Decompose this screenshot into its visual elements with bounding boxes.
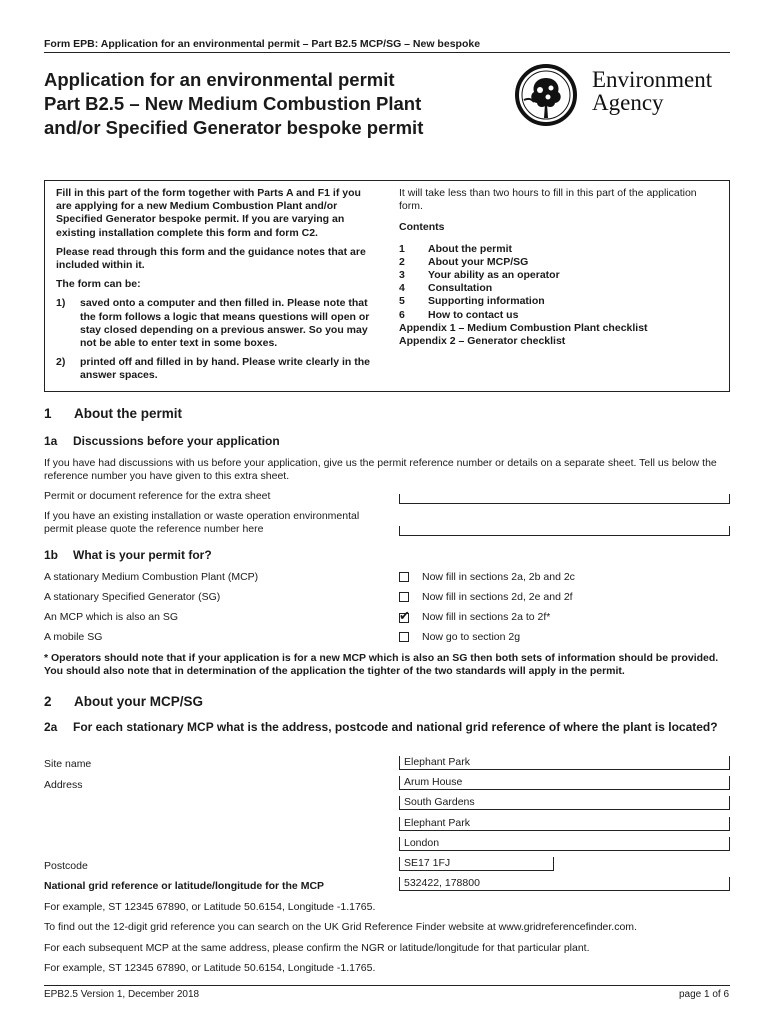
section-1a-heading: 1a Discussions before your application — [44, 434, 280, 448]
address-line-4-input[interactable]: London — [399, 837, 730, 851]
section-2a-heading: 2a For each stationary MCP what is the address, postcode and national grid reference of where the plant is located? — [44, 720, 718, 734]
address-label: Address — [44, 779, 83, 791]
contents-item[interactable]: 1 About the permit — [399, 242, 512, 255]
sg-checkbox[interactable] — [399, 592, 409, 602]
address-line-1-input[interactable]: Arum House — [399, 776, 730, 790]
intro-contents — [399, 187, 719, 348]
title-line-1: Application for an environmental permit — [44, 69, 395, 90]
page-title — [44, 68, 423, 140]
permit-option-action: Now fill in sections 2a, 2b and 2c — [422, 571, 575, 583]
title-line-3: and/or Specified Generator bespoke permit — [44, 117, 424, 138]
form-options-list — [56, 297, 374, 382]
running-header: Form EPB: Application for an environmental permit – Part B2.5 MCP/SG – New bespoke — [44, 38, 481, 50]
contents-item[interactable]: 2 About your MCP/SG — [399, 255, 529, 268]
permit-option-action: Now fill in sections 2a to 2f* — [422, 611, 551, 623]
site-name-label: Site name — [44, 758, 92, 770]
ngr-input[interactable]: 532422, 178800 — [399, 877, 730, 891]
intro-paragraph: Please read through this form and the guidance notes that are included within it. — [56, 245, 366, 272]
ngr-label: National grid reference or latitude/longitude for the MCP — [44, 880, 325, 892]
existing-permit-label: If you have an existing installation or waste operation environmental permit please quote the reference number here — [44, 510, 360, 536]
section-1a-description: If you have had discussions with us before your application, give us the permit reference number or details on a separate sheet. Tell us below the reference number you have given to this extra sheet. — [44, 457, 717, 483]
contents-item[interactable]: 6 How to contact us — [399, 308, 519, 321]
permit-option-label: A stationary Medium Combustion Plant (MCP) — [44, 571, 259, 583]
permit-option-label: A mobile SG — [44, 631, 103, 643]
permit-option-action: Now fill in sections 2d, 2e and 2f — [422, 591, 573, 603]
ngr-example: For example, ST 12345 67890, or Latitude 50.6154, Longitude -1.1765. — [44, 901, 376, 913]
mobile-sg-checkbox[interactable] — [399, 632, 409, 642]
section-1-heading: 1 About the permit — [44, 406, 182, 421]
contents-appendix-1[interactable]: Appendix 1 – Medium Combustion Plant checklist — [399, 321, 648, 334]
intro-instructions — [56, 187, 374, 389]
ref-label: Permit or document reference for the extra sheet — [44, 490, 271, 502]
mcp-checkbox[interactable] — [399, 572, 409, 582]
time-note: It will take less than two hours to fill in this part of the application form. — [399, 187, 697, 213]
contents-item[interactable]: 4 Consultation — [399, 282, 493, 295]
address-line-2-input[interactable]: South Gardens — [399, 796, 730, 810]
postcode-label: Postcode — [44, 860, 88, 872]
contents-item[interactable]: 5 Supporting information — [399, 295, 545, 308]
environment-agency-logo-icon — [506, 64, 586, 126]
address-line-3-input[interactable]: Elephant Park — [399, 817, 730, 831]
intro-paragraph: Fill in this part of the form together with Parts A and F1 if you are applying for a new Medium Combustion Plant and/or Specified Generator bespoke permit. If you are varying an existing installation complete this form and form C2. — [56, 187, 361, 239]
site-name-input[interactable]: Elephant Park — [399, 756, 730, 770]
mcp-sg-checkbox[interactable] — [399, 608, 410, 623]
permit-option-label: An MCP which is also an SG — [44, 611, 179, 623]
permit-option-action: Now go to section 2g — [422, 631, 521, 643]
postcode-input[interactable]: SE17 1FJ — [399, 857, 554, 871]
existing-permit-input[interactable] — [399, 526, 730, 536]
title-line-2: Part B2.5 – New Medium Combustion Plant — [44, 93, 422, 114]
permit-option-label: A stationary Specified Generator (SG) — [44, 591, 221, 603]
header-divider — [44, 52, 730, 53]
logo-wordmark: Environment Agency — [592, 67, 713, 115]
contents-item[interactable]: 3 Your ability as an operator — [399, 269, 560, 282]
list-item: 1) saved onto a computer and then filled in. Please note that the form follows a logic that means questions will open or stay closed depending on a previous answer. So you may not be able to enter text in some boxes. — [56, 297, 370, 350]
contents-appendix-2[interactable]: Appendix 2 – Generator checklist — [399, 335, 566, 348]
section-1b-heading: 1b What is your permit for? — [44, 548, 212, 562]
section-2-heading: 2 About your MCP/SG — [44, 694, 203, 709]
ref-input[interactable] — [399, 494, 730, 504]
contents-heading: Contents — [399, 221, 445, 234]
footer-page-number: page 1 of 6 — [679, 989, 730, 1000]
ngr-example: For example, ST 12345 67890, or Latitude 50.6154, Longitude -1.1765. — [44, 962, 376, 974]
operator-note: * Operators should note that if your application is for a new MCP which is also an SG then both sets of information should be provided. You should also note that in determination of the application the tighter of the two standards will apply in the permit. — [44, 652, 719, 678]
checkmark-icon: ✔ — [399, 608, 410, 623]
list-item: 2) printed off and filled in by hand. Please write clearly in the answer spaces. — [56, 356, 370, 382]
grid-finder-note: To find out the 12-digit grid reference you can search on the UK Grid Reference Finder website at www.gridreferencefinder.com. — [44, 921, 637, 933]
intro-paragraph: The form can be: — [56, 278, 141, 291]
subsequent-mcp-note: For each subsequent MCP at the same address, please confirm the NGR or latitude/longitude for that particular plant. — [44, 942, 590, 954]
footer-version: EPB2.5 Version 1, December 2018 — [44, 989, 200, 1000]
footer-divider — [44, 985, 730, 986]
